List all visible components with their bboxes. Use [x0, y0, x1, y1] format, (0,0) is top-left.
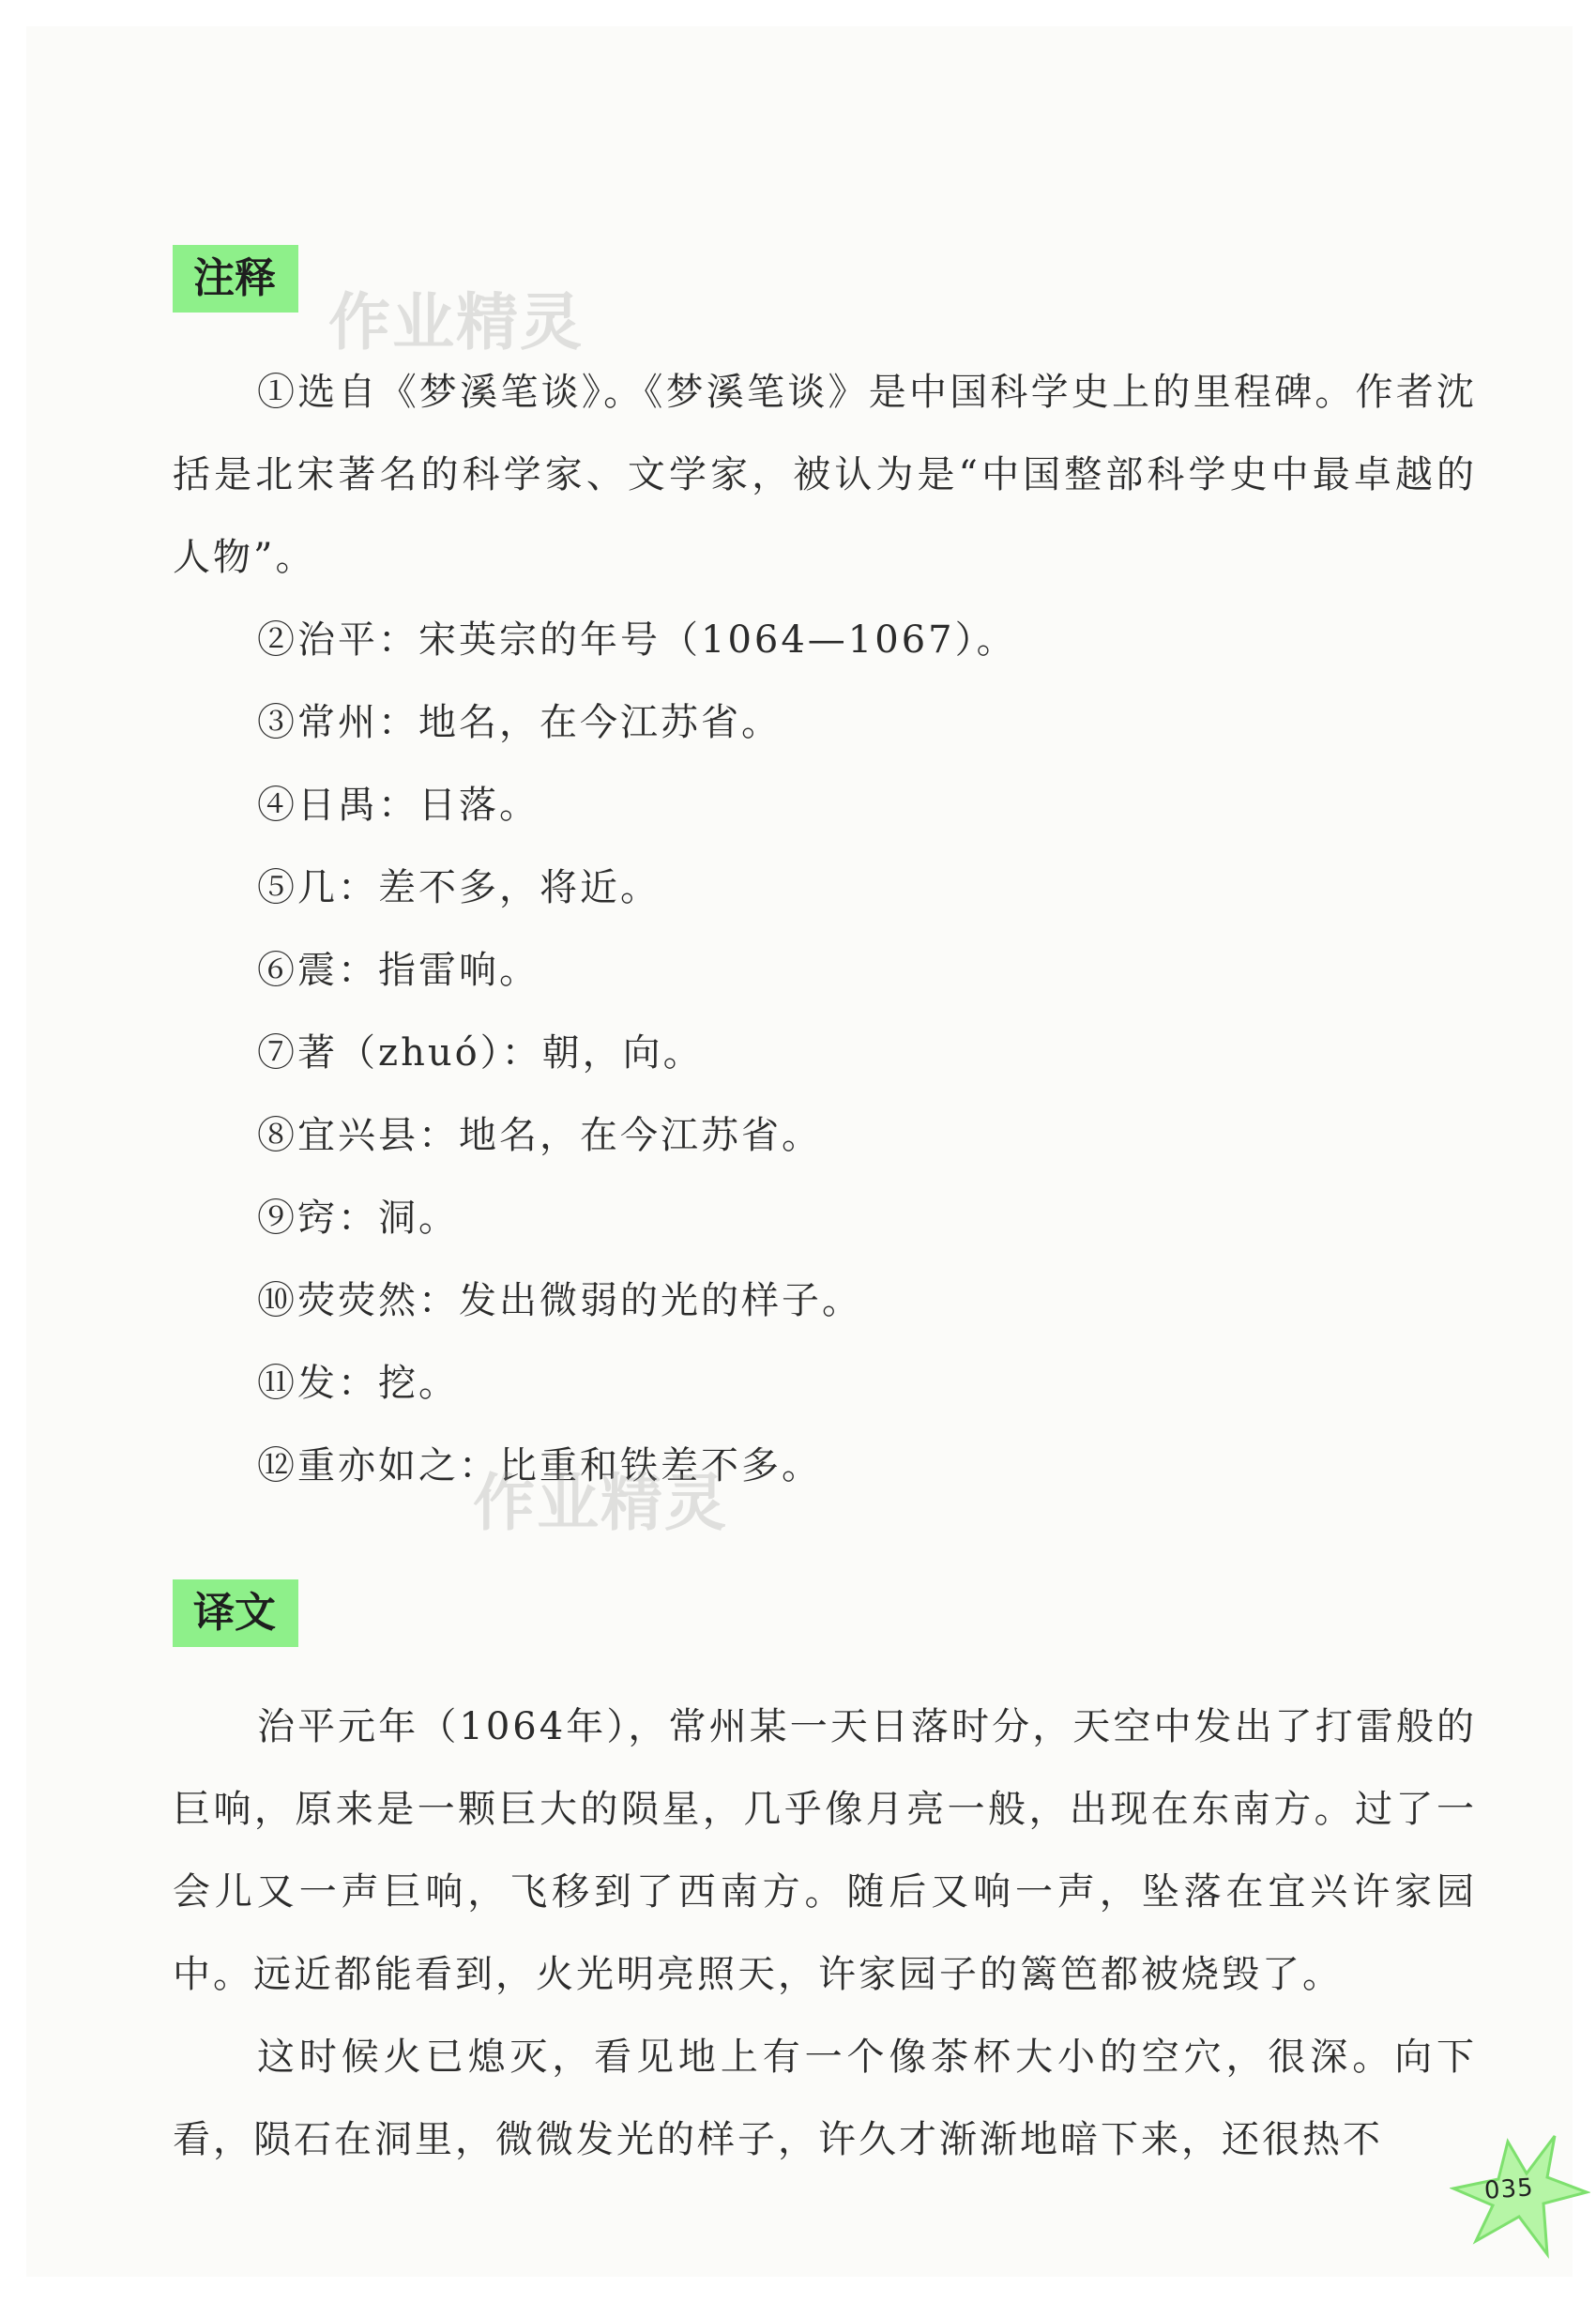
- note-intro: ①选自《梦溪笔谈》。《梦溪笔谈》是中国科学史上的里程碑。作者沈括是北宋著名的科学家、文学家，被认为是“中国整部科学史中最卓越的人物”。: [173, 371, 1477, 579]
- note-item: ⑪发：挖。: [257, 1362, 459, 1405]
- watermark: 作业精灵: [328, 286, 584, 358]
- note-item: ⑫重亦如之：比重和铁差不多。: [257, 1444, 822, 1487]
- translation-section-label: 译文: [173, 1579, 298, 1647]
- note-item: ④日禺：日落。: [257, 784, 540, 827]
- notes-list: [173, 351, 1477, 1507]
- note-item: ⑦著（zhuó）：朝，向。: [257, 1031, 704, 1075]
- note-item: ②治平：宋英宗的年号（1064—1067）。: [257, 618, 1017, 662]
- note-item: ⑩荧荧然：发出微弱的光的样子。: [257, 1279, 862, 1322]
- note-item: ⑨窍：洞。: [257, 1197, 459, 1240]
- note-item: ③常州：地名，在今江苏省。: [257, 701, 782, 744]
- page-number: 035: [1483, 2173, 1535, 2205]
- translation-paragraph: 治平元年（1064年），常州某一天日落时分，天空中发出了打雷般的巨响，原来是一颗巨大的陨星，几乎像月亮一般，出现在东南方。过了一会儿又一声巨响，飞移到了西南方。随后又响一声，坠落在宜兴许家园中。远近都能看到，火光明亮照天，许家园子的篱笆都被烧毁了。: [173, 1705, 1477, 1996]
- note-item: ⑤几：差不多，将近。: [257, 866, 661, 909]
- note-item: ⑥震：指雷响。: [257, 949, 540, 992]
- note-item: ⑧宜兴县：地名，在今江苏省。: [257, 1114, 822, 1157]
- page: [26, 26, 1573, 2277]
- notes-section-label: 注释: [173, 245, 298, 313]
- translation-paragraph: 这时候火已熄灭，看见地上有一个像茶杯大小的空穴，很深。向下看，陨石在洞里，微微发光的样子，许久才渐渐地暗下来，还很热不: [173, 2036, 1477, 2161]
- translation-body: [173, 1685, 1477, 2181]
- watermark: 作业精灵: [473, 1467, 728, 1539]
